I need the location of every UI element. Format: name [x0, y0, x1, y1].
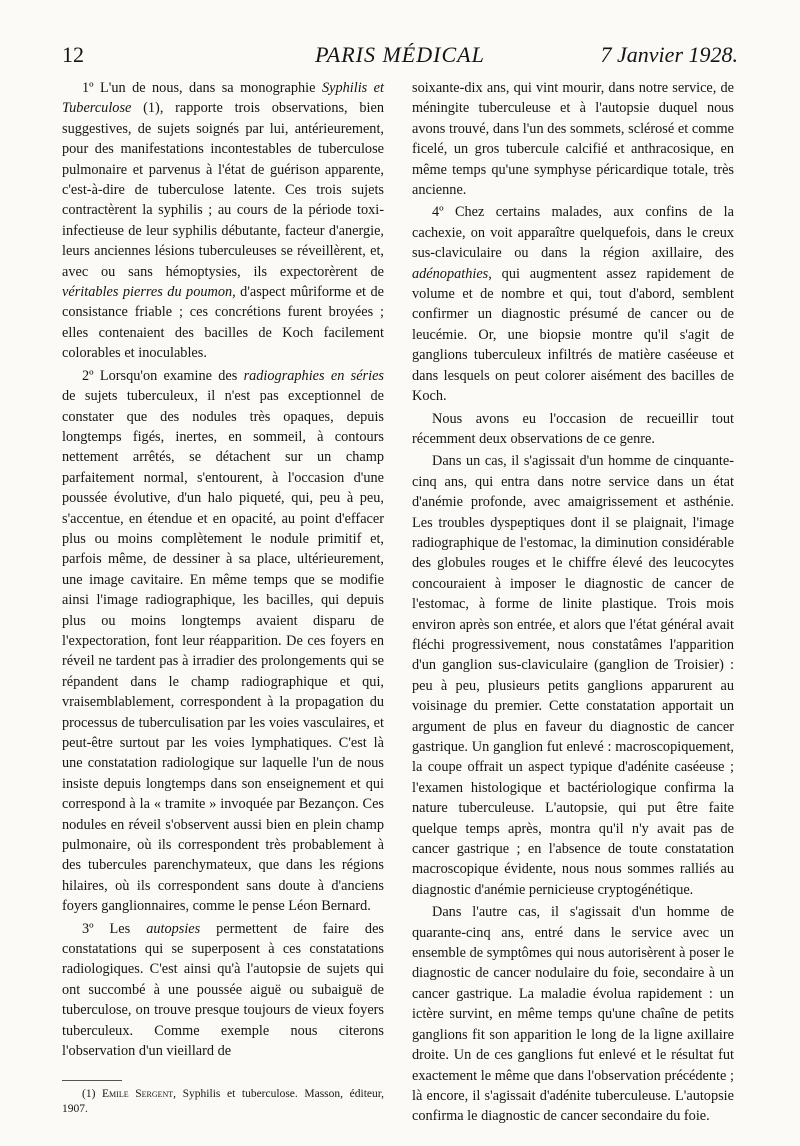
- left-column: [62, 78, 384, 1117]
- footnote: (1) Emile Sergent, Syphilis et tuberculose. Masson, éditeur, 1907.: [62, 1087, 384, 1115]
- footnote-author: Emile Sergent: [102, 1087, 174, 1100]
- paragraph-1: 1º L'un de nous, dans sa monographie Syphilis et Tuberculose (1), rapporte trois observations, bien suggestives, de sujets soignés par lui, antérieurement, pour des manifestations incontestables de tuberculose pulmonaire et parvenus à l'état de guérison apparente, c'est-à-dire de tuberculose latente. Ces trois sujets contractèrent la syphilis ; au cours de la période toxi-infectieuse de leur syphilis débutante, facteur d'anergie, leurs anciennes lésions tuberculeuses se réveillèrent, et, avec ou sans hémoptysies, ils expectorèrent de véritables pierres du poumon, d'aspect mûriforme et de consistance friable ; ces concrétions furent broyées ; elles contenaient des bacilles de Koch facilement colorables et inoculables.: [62, 80, 384, 362]
- paragraph-7: Dans l'autre cas, il s'agissait d'un homme de quarante-cinq ans, entré dans le service avec un ensemble de symptômes qui nous autorisèrent à poser le diagnostic de cancer nodulaire du foie, secondaire à un cancer gastrique. La maladie évolua rapidement : un ictère survint, en même temps qu'une chaîne de petits ganglions fit son apparition le long de la ligne axillaire droite. Un de ces ganglions fut enlevé et le résultat fut exactement le même que dans l'observation précédente ; là encore, il s'agissait d'adénite tuberculeuse. L'autopsie confirma le diagnostic de cancer secondaire du foie.: [412, 904, 734, 1125]
- paragraph-3-continued: soixante-dix ans, qui vint mourir, dans notre service, de méningite tuberculeuse et à l'autopsie duquel nous avons trouvé, dans l'un des sommets, sclérosé et comme ficelé, un gros tubercule calcifié et anthracosique, en même temps qu'une symphyse péricardique totale, très ancienne.: [412, 80, 734, 199]
- paragraph-6: Dans un cas, il s'agissait d'un homme de cinquante-cinq ans, qui entra dans notre service dans un état d'anémie profonde, avec amaigrissement et asthénie. Les troubles dyspeptiques dont il se plaignait, l'image radiographique de l'estomac, la diminution considérable des globules rouges et le chiffre élevé des leucocytes concouraient à imposer le diagnostic de cancer de l'estomac, à forme de linite plastique. Trois mois environ après son entrée, et alors que l'état général avait fléchi progressivement, nous constatâmes l'apparition d'un ganglion sus-claviculaire (ganglion de Troisier) : peu à peu, plusieurs petits ganglions apparurent au voisinage du premier. Cette constatation apportait un argument de plus en faveur du diagnostic de cancer gastrique. Un ganglion fut enlevé : macroscopiquement, la coupe offrait un aspect typique d'adénite caséeuse ; l'examen histologique et bactériologique confirma la nature tuberculeuse. L'autopsie, qui put être faite quelque temps après, montra qu'il n'y avait pas de cancer gastrique ; en l'absence de toute constatation macroscopique évidente, nous nous sommes ralliés au diagnostic d'anémie pernicieuse cryptogénétique.: [412, 453, 734, 898]
- footnote-divider: [62, 1080, 122, 1081]
- monograph-title: Syphilis et Tuberculose: [62, 80, 384, 117]
- paragraph-4: 4º Chez certains malades, aux confins de la cachexie, on voit apparaître quelquefois, dans le creux sus-claviculaire ou dans la région axillaire, des adénopathies, qui augmentent assez rapidement de volume et de nombre et qui, tout d'abord, semblent confirmer un diagnostic présumé de cancer ou de leucémie. Or, une biopsie montre qu'il s'agit de ganglions tuberculeux infiltrés de matière caséeuse et dans lesquels on peut colorer aisément des bacilles de Koch.: [412, 204, 734, 405]
- right-column: [412, 78, 734, 1127]
- paragraph-5: Nous avons eu l'occasion de recueillir tout récemment deux observations de ce genre.: [412, 410, 734, 447]
- paragraph-3: 3º Les autopsies permettent de faire des constatations qui se superposent à ces constatations radiologiques. C'est ainsi qu'à l'autopsie de sujets qui ont succombé à une poussée aiguë ou subaiguë de tuberculose, on trouve presque toujours de vieux foyers tuberculeux. Comme exemple nous citerons l'observation d'un vieillard de: [62, 920, 384, 1060]
- journal-title: PARIS MÉDICAL: [315, 42, 485, 67]
- page-number: 12: [62, 42, 84, 67]
- running-header: [62, 40, 738, 70]
- paragraph-2: 2º Lorsqu'on examine des radiographies en séries de sujets tuberculeux, il n'est pas exceptionnel de constater que des nodules très opaques, depuis longtemps figés, inertes, en sommeil, à contours nettement arrêtés, se détachent sur un champ parfaitement normal, s'entourent, à l'occasion d'une poussée évolutive, d'un halo piqueté, qui, peu à peu, s'accentue, en étendue et en opacité, au point d'effacer plus ou moins complètement le nodule primitif et, parfois même, de dessiner à sa place, ultérieurement, une image cavitaire. En même temps que se modifie ainsi l'image radiographique, les bacilles, qui depuis plus ou moins longtemps avaient disparu de l'expectoration, font leur réapparition. De ces foyers en réveil ne tardent pas à irradier des prolongements qui se répandent dans le champ radiographique et qui, vraisemblablement, correspondent à la propagation du processus de tuberculisation par les voies vasculaires, et peut-être surtout par les voies lymphatiques. C'est là une constatation radiologique sur laquelle l'un de nous insiste depuis longtemps dans son enseignement et qui correspond à la « tramite » invoquée par Bezançon. Ces nodules en réveil s'observent aussi bien en plein champ pulmonaire, où ils correspondent très probablement à des tubercules parenchymateux, que dans les régions hilaires, où ils correspondent sans doute à d'anciens foyers ganglionnaires, comme le pense Léon Bernard.: [62, 367, 384, 915]
- issue-date: 7 Janvier 1928.: [600, 42, 738, 67]
